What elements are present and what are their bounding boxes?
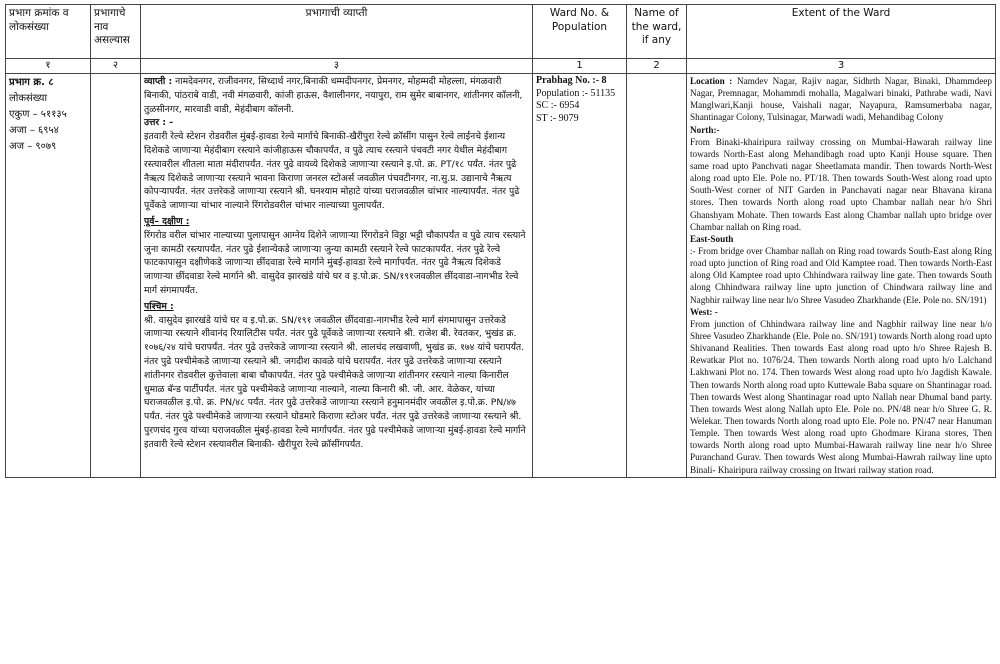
ward-population-en-cell [533, 74, 627, 478]
location-label-mr: व्याप्ती : [144, 76, 173, 87]
west-text-en: From junction of Chhindwara railway line and Nagbhir railway line near h/o Shree Vasudeo Zharkhande (Ele. Pole no. SN/191) towards North along road upto Shivanand Realities. Then towards East along road upto h/o Shree Rajesh B. Rewatkar Plot no. 1076/24. Then towards North along road upto h/o Lalchand Lakhwani Plot no. 174. Then towards West along road upto h/o Jagdish Kawale. Then towards North along road upto Kuttewale Baba square on Shantinagar road. Then towards West along Shantinagar road upto Nallah near Dhumal band party. Then towards West along Nallah upto Ele. Pole no. PN/48 near h/o Shree G. R. Welekar. Then towards North along road upto Ele. Pole no. PN/47 near Hanuman Temple. Then towards West along road upto Ghodmare Kirana stores, Then towards North along road upto Mumbai-Hawarah railway line near h/o Shree Puranchand Gurav. Then towards West along Mumbai-Hawrah railway line upto Binali- Khairipura railway crossing on Itwari railway station road. [690, 318, 992, 475]
header-ward-population-en: Ward No. & Population [533, 5, 627, 59]
population-sc-mr: अजा – ६९५४ [9, 125, 59, 136]
north-label-en: North:- [690, 124, 720, 135]
header-extent-mr: प्रभागाची व्याप्ती [141, 5, 533, 59]
population-total-mr: एकुण – ५११३५ [9, 109, 67, 120]
ward-name-en-cell [627, 74, 687, 478]
extent-en-cell [687, 74, 996, 478]
column-number: ३ [141, 59, 533, 74]
ward-number-mr: प्रभाग क्र. ८ [9, 77, 54, 88]
ward-table [5, 4, 996, 478]
north-text-mr: इतवारी रेल्वे स्टेशन रोडवरील मुंबई-हावडा रेल्वे मार्गाचे बिनाकी-खैरीपुरा रेल्वे क्रॉसींग पासुन रेल्वे लाईनचे ईशान्य दिशेकडे जाणाऱ्या मेहंदीबाग रस्त्याने कांजीहाऊस चौकापर्यंत, व पुढे त्याच रस्त्याने पंचवटी नगर येथील मेहंदीबाग रस्त्यावरील शीतला माता मंदीरापर्यंत. नंतर पुढे वायव्ये दिशेकडे जाणाऱ्या रस्त्याने इ.पो. क्र. PT/१८ पर्यंत. नंतर पुढे नैऋत्य दिशेकडे जाणाऱ्या रस्त्याने भावना किराणा जनरल स्टोअर्स जवळील पंचवटीनगर, ना.सु.प्र. उद्यानाचे नैऋत्य कोपऱ्यापर्यंत. नंतर उत्तरेकडे जाणाऱ्या रस्त्याने श्री. घनश्याम मोहाटे यांच्या घराजवळील चांभार नाल्यापर्यंत. नंतर पुढे पूर्वेकडे जाणाऱ्या चांभार नाल्याने रिंगरोडवरील चांभार नाल्याच्या पुलापर्यंत. [144, 131, 520, 212]
east-south-text-mr: रिंगरोड वरील चांभार नाल्याच्या पुलापासुन आग्नेय दिशेने जाणाऱ्या रिंगरोडने विठ्ठा भट्टी चौकापर्यंत व पुढे त्याच रस्त्याने जुना कामठी रस्त्यापर्यंत. नंतर पुढे ईशान्येकडे जाणाऱ्या जुन्या कामठी रस्त्याने रेल्वे फाटकापर्यंत. नंतर पुढे रेल्वे फाटकापासुन दक्षीणेकडे जाणाऱ्या छींदवाडा रेल्वे मार्गाने मुंबई-हावडा रेल्वे मार्गापर्यंत. नंतर पुढे नैऋत्य दिशेकडे जाणाऱ्या छींदवाडा रेल्वे मार्गाने श्री. वासुदेव झारखंडे यांचे घर व इ.पो.क्र. SN/१९१जवळील छींदवाडा-नागभीड रेल्वे मार्ग संगमापर्यंत. [144, 229, 526, 296]
population-st-en: ST :- 9079 [536, 112, 579, 124]
west-label-en: West: - [690, 306, 718, 317]
population-st-mr: अज – ९०७९ [9, 141, 57, 152]
header-row [6, 5, 996, 59]
population-sc-en: SC :- 6954 [536, 100, 580, 111]
location-en [690, 75, 992, 124]
ward-number-en: Prabhag No. :- 8 [536, 75, 607, 86]
header-extent-en: Extent of the Ward [687, 5, 996, 59]
column-number: 2 [627, 59, 687, 74]
east-south-label-mr: पूर्व– दक्षीण : [144, 215, 190, 227]
header-ward-name-en: Name of the ward, if any [627, 5, 687, 59]
location-text-mr: नामदेवनगर, राजीवनगर, सिध्दार्थ नगर,बिनाकी धम्मदीपनगर, प्रेमनगर, मोहम्मदी मोहल्ला, मंगळवारी बिनाकी, पांठराबे वाडी, नवी मंगळवारी, कांजी हाऊस, वैशालीनगर, नयापुरा, राम सुमेर बाबानगर, शांतीनगर कॉलनी, तुळसीनगर, मारवाडी वाडी, मेहंदीबाग कॉलनी. [144, 76, 523, 115]
east-south-text-en: :- From bridge over Chambar nallah on Ring road towards South-East along Ring road upto junction of Ring road and Old Kamptee road. Then towards North-East along Old Kamptee road upto Chhindwara railway line gate. Then towards South along Chhindwara railway line upto junction of Chindwara railway line and Nagbhir railway line near h/o Shree Vasudeo Zharkhande (Ele. Pole no. SN/191) [690, 245, 992, 305]
location-label-en: Location : [690, 76, 733, 86]
west-label-mr: पश्चिम : [144, 300, 174, 312]
ward-population-mr-cell [6, 74, 91, 478]
column-number: 1 [533, 59, 627, 74]
location-mr [144, 75, 529, 116]
population-label-mr: लोकसंख्या [9, 93, 48, 104]
north-text-en: From Binaki-khairipura railway crossing on Mumbai-Hawarah railway line towards North-East along Mehandibagh road upto Kanji House square. Then same road upto Panchvati nagar Sheetlamata mandir. Then towards North-West along road upto Ele. Pole no. PT/18. Then towards South-West along road upto South-West corner of NIT Garden in Panchavati nagar near Bhavana kirana stores. Then towards North along road upto Chambar nallah near h/o Shri Ghanshyam Mohate. Then towards East along Chambar nallah upto bridge over Chambar nallah on Ring road. [690, 136, 992, 232]
column-number: १ [6, 59, 91, 74]
west-text-mr: श्री. वासुदेव झारखंडे यांचे घर व इ.पो.क्र. SN/१९१ जवळील छींदवाडा-नागभीड रेल्वे मार्ग संगमापासुन उत्तरेकडे जाणाऱ्या रस्त्याने शीवानंद रियालिटीस पर्यंत. नंतर पुढे पूर्वेकडे जाणाऱ्या रस्त्याने श्री. राजेश बी. रेवतकर, भुखंड क्र. १०७६/२४ यांचे घरापर्यंत. नंतर पुढे उत्तरेकडे जाणाऱ्या रस्त्याने श्री. लालचंद लखवाणी, भुखंड क्र. १७४ यांचे घरापर्यंत. नंतर पुढे पश्चीमेकडे जाणाऱ्या रस्त्याने श्री. जगदीश कावळे यांचे घरापर्यंत. नंतर पुढे उत्तरेकडे जाणाऱ्या रस्त्याने शांतीनगर रोडवरील कुत्तेवाला बाबा चौकापर्यंत. नंतर पुढे पश्चीमेकडे जाणाऱ्या शांतीनगर रस्त्याने नाल्या किनारील धुमाळ बॅन्ड पार्टीपर्यंत. नंतर पुढे पश्चीमेकडे जाणाऱ्या नाल्याने, नाल्या किनारी श्री. जी. आर. वेळेकर, यांच्या घराजवळील इ.पो. क्र. PN/४८ पर्यंत. नंतर पुढे उत्तरेकडे जाणाऱ्या रस्त्याने हनुमानमंदीर जवळील इ.पो.क्र. PN/४७ पर्यंत. नंतर पुढे पश्चीमेकडे जाणाऱ्या रस्त्याने घोडमारे किराणा स्टोअर पर्यंत. नंतर पुढे उत्तरेकडे जाणाऱ्या रस्त्याने श्री. पुरणचंद गुरव यांच्या घराजवळील मुंबई-हावडा रेल्वे मार्गापर्यंत. नंतर पुढे पश्चीमेकडे जाणाऱ्या मुंबई-हावडा रेल्वे मार्गाने इतवारी रेल्वे स्टेशन रस्त्यावरील बिनाकी- खैरीपुरा रेल्वे क्रॉसींगपर्यंत. [144, 314, 526, 450]
ward-name-mr-cell [91, 74, 141, 478]
north-label-mr: उत्तर : - [144, 117, 174, 129]
column-number: २ [91, 59, 141, 74]
ward-row [6, 74, 996, 478]
header-ward-name-mr: प्रभागाचे नाव असल्यास [91, 5, 141, 59]
extent-mr-cell [141, 74, 533, 478]
population-total-en: Population :- 51135 [536, 87, 616, 99]
header-ward-population-mr: प्रभाग क्रमांक व लोकसंख्या [6, 5, 91, 59]
column-number-row [6, 59, 996, 74]
location-text-en: Namdev Nagar, Rajiv nagar, Sidhrth Nagar, Binaki, Dhammdeep Nagar, Premnagar, Mohammdi mohalla, Magalwari binaki, Pathrabe wadi, Navi Manglwari,Kanji house, Vaishali nagar, Nayapura, Ramsumerbaba nagar, Shantinagar Colony, Tulsinagar, Marwadi wadi, Mehandibag Colony [690, 76, 992, 123]
east-south-label-en: East-South [690, 233, 734, 244]
column-number: 3 [687, 59, 996, 74]
